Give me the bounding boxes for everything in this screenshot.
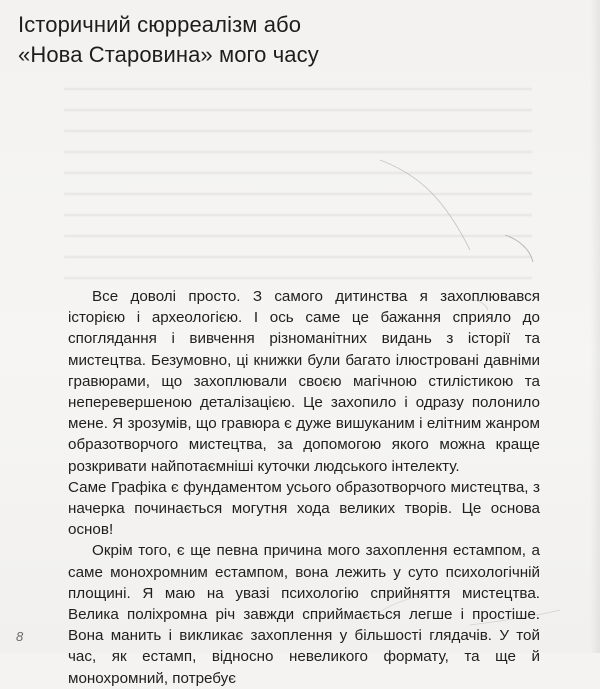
show-through-text: [64, 78, 532, 288]
paragraph-2: Саме Графіка є фундаментом усього образотворчого мистецтва, з начерка починається могутня хода великих творів. Це основа основ!: [68, 478, 540, 539]
title-line-2: «Нова Старовина» мого часу: [18, 42, 319, 67]
title-line-1: Історичний сюрреалізм або: [18, 12, 302, 37]
page-title: [18, 10, 578, 70]
page-number: 8: [16, 629, 24, 644]
body-text: [68, 286, 540, 689]
paragraph-1: Все доволі просто. З самого дитинства я захоплювався історією і археологією. І ось саме це бажання сприяло до споглядання і вивчення різноманітних видань з історії та мистецтва. Безумовно, ці книжки були багато ілюстровані давніми гравюрами, що захоплювали своєю магічною стилістикою та неперевершеною деталізацією. Це захопило і одразу полонило мене. Я зрозумів, що гравюра є дуже вишуканим і елітним жанром образотворчого мистецтва, за допомогою якого можна краще розкривати найпотаємніші куточки людського інтелекту.: [68, 288, 540, 475]
paragraph-3: Окрім того, є ще певна причина мого захоплення естампом, а саме монохромним естампом, вона лежить у суто психологічній площині. Я маю на увазі психологію сприйняття мистецтва. Велика поліхромна річ завжди сприймається легше і простіше. Вона манить і викликає захоплення у більшості глядачів. У той час, як естамп, відносно невеликого формату, та ще й монохромний, потребує: [68, 542, 540, 687]
page-edge-shadow: [590, 0, 600, 653]
